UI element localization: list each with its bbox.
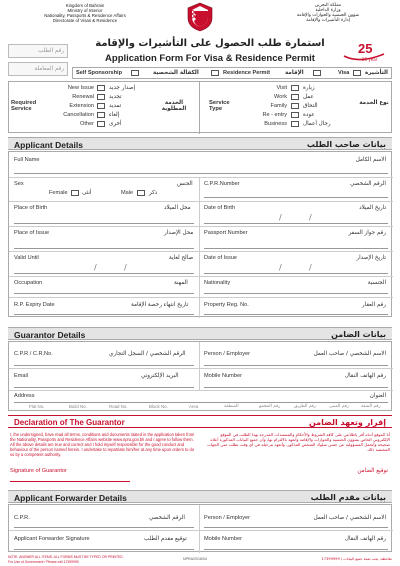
service-block: Required Service الخدمة المطلوبة New Issue إصدار جديد Renewal تجديد Extension تمديد Cancellation إلغاء Other أخرى Service Type نوع الخدمة Visit زيارة Work عمل Family التحاق Re - entry عودة Business رجال أعمال <box>8 81 392 133</box>
cpr-number-field[interactable] <box>204 192 388 198</box>
place-of-birth-field[interactable] <box>14 218 194 224</box>
declaration-text-ar: أنا الموقع أدناه أقر باطلاعي على كافة الشروط والأحكام والمستندات المدرجة بهذا الطلب في الموقع الإلكتروني الخاص بشؤون الجنسية والجوازات والإقامة وأتعهد بالالتزام بها، وأن جميع البيانات المذكورة أعلاه صحيحة وأتحمل المسؤولية عن حسن سلوك الشخص المذكور، وأتعهد بترحيله في أي وقت تطلب مني الجهات المختصة ذلك. <box>207 432 390 453</box>
guarantor-email-field[interactable] <box>14 384 194 388</box>
header-ar-line: وزارة الداخلية <box>315 8 341 14</box>
forwarder-signature-field[interactable] <box>14 547 194 550</box>
guarantor-signature-field[interactable] <box>10 478 130 482</box>
guarantor-employer-field[interactable] <box>204 362 388 366</box>
occupation-field[interactable] <box>14 290 194 294</box>
header-en-line: Kingdom of Bahrain <box>65 3 105 8</box>
declaration-section-header: Declaration of The Guarantor إقرار وتعهد الضامن <box>8 415 392 428</box>
applicant-form: Full Name الاسم الكامل Sex الجنس Female أنثى Male ذكر C.P.R.Number الرقم الشخصي Place of Birth محل الميلاد Date of Birth تاريخ الميلاد / / Place of Issue محل الإصدار Passport Number رقم جواز السفر Valid Until صالح لغاية / / Date of Issue تاريخ الإصدار / / Occupation المهنة Nationality الجنسية R.P. Expiry Date تاريخ انتهاء رخصة الإقامة Property Reg. No. رقم العقار <box>8 151 392 317</box>
option-cancellation-checkbox[interactable] <box>97 112 105 118</box>
male-checkbox[interactable] <box>137 190 145 196</box>
passport-number-field[interactable] <box>204 243 388 249</box>
guarantor-mobile-field[interactable] <box>204 384 388 388</box>
applicant-title: Applicant Details <box>14 140 83 150</box>
declaration-text-en: I, the undersigned, have read all terms, conditions and documents stated in the application taken from the Nationality, Passports and Residence Affairs website www.npra.gov.bh and I agree to follow them. All the above details are true and correct and I hold myself responsible for the good conduct and behaviour of the person named herein. I undertake to repatriate him/her at any time upon orders to do so by a competent authority. <box>10 432 195 458</box>
residence-permit-label-ar: الإقامة <box>285 70 304 76</box>
option-other: Other <box>80 121 94 127</box>
residence-permit-label: Residence Permit <box>223 70 270 76</box>
guarantor-signature-label: Signature of Guarantor <box>10 468 67 474</box>
svg-text:25: 25 <box>358 41 373 56</box>
header-ar-block <box>278 3 378 23</box>
option-extension: Extension <box>69 103 94 109</box>
guarantor-section-header: Guarantor Details بيانات الضامن <box>8 327 392 340</box>
service-divider <box>199 82 200 134</box>
declaration-body: I, the undersigned, have read all terms, conditions and documents stated in the application taken from the Nationality, Passports and Residence Affairs website www.npra.gov.bh and I agree to follow them. All the above details are true and correct and I hold myself responsible for the good conduct and behaviour of the person named herein. I undertake to repatriate him/her at any time upon orders to do so by a competent authority. أنا الموقع أدناه أقر باطلاعي على كافة الشروط والأحكام والمستندات المدرجة بهذا الطلب في الموقع الإلكتروني الخاص بشؤون الجنسية والجوازات والإقامة وأتعهد بالالتزام بها، وأن جميع البيانات المذكورة أعلاه صحيحة وأتحمل المسؤولية عن حسن سلوك الشخص المذكور، وأتعهد بترحيله في أي وقت تطلب مني الجهات المختصة ذلك. Signature of Guarantor توقيع الضامن <box>8 430 392 486</box>
guarantor-address-field[interactable] <box>14 400 388 403</box>
option-other-checkbox[interactable] <box>97 121 105 127</box>
full-name-field[interactable] <box>14 166 388 174</box>
applicant-section-header <box>8 137 392 150</box>
option-renewal: Renewal <box>72 94 94 100</box>
self-sponsorship-label-ar: الكفالة الشخصية <box>153 70 199 76</box>
date-of-issue-field[interactable] <box>204 268 388 274</box>
visa-label-ar: التأشيرة <box>365 70 388 76</box>
property-reg-field[interactable] <box>204 312 388 315</box>
applicant-title-ar: بيانات صاحب الطلب <box>306 140 386 149</box>
required-service-label-ar: الخدمة المطلوبة <box>161 100 187 112</box>
visa-label: Visa <box>338 70 350 76</box>
service-visit-checkbox[interactable] <box>291 85 299 91</box>
application-type-row <box>72 67 392 79</box>
office-use-box-transaction-no[interactable]: رقم المعاملة <box>8 62 68 76</box>
anniversary-logo: 25 25 year <box>340 40 390 64</box>
visa-checkbox-2[interactable] <box>353 70 361 76</box>
option-cancellation: Cancellation <box>63 112 94 118</box>
header-ar-line: مملكة البحرين <box>314 3 342 8</box>
self-sponsorship-checkbox[interactable] <box>131 70 139 76</box>
female-checkbox[interactable] <box>71 190 79 196</box>
residence-permit-checkbox[interactable] <box>211 70 219 76</box>
guarantor-form: C.P.R / C.R.No. الرقم الشخصي / السجل التجاري Person / Employer الاسم الشخصي / صاحب العمل Email البريد الإلكتروني Mobile Number رقم الهاتف النقال Address العنوان Flat No. Build No. Road No. Block No. Area المنطقة رقم المجمع رقم الطريق رقم المبنى رقم الشقة <box>8 341 392 411</box>
service-type-label: Service Type <box>209 100 230 112</box>
header-en-line: Directorate of Visas & Residence <box>52 18 118 24</box>
valid-until-field[interactable] <box>14 268 194 274</box>
rp-expiry-field[interactable] <box>14 312 194 315</box>
option-extension-checkbox[interactable] <box>97 103 105 109</box>
header-en-block <box>40 3 130 23</box>
place-of-issue-field[interactable] <box>14 243 194 249</box>
date-of-birth-field[interactable] <box>204 218 388 224</box>
option-new-issue: New Issue <box>67 85 94 91</box>
nationality-field[interactable] <box>204 290 388 294</box>
office-use-box-request-no[interactable]: رقم الطلب <box>8 44 68 58</box>
forwarder-form: C.P.R. الرقم الشخصي Person / Employer الاسم الشخصي / صاحب العمل Applicant Forwarder Signature توقيع مقدم الطلب Mobile Number رقم الهاتف النقال <box>8 504 392 552</box>
required-service-label: Required Service <box>11 100 37 112</box>
option-renewal-checkbox[interactable] <box>97 94 105 100</box>
service-type-label-ar: نوع الخدمة <box>359 100 389 106</box>
guarantor-cpr-field[interactable] <box>14 362 194 366</box>
forwarder-section-header: Applicant Forwarder Details بيانات مقدم الطلب <box>8 490 392 503</box>
visa-checkbox[interactable] <box>313 70 321 76</box>
form-title-ar: استمارة طلب الحصول على التأشيرات والإقامة <box>95 38 325 49</box>
self-sponsorship-label: Self Sponsorship <box>76 70 122 76</box>
service-reentry-checkbox[interactable] <box>291 112 299 118</box>
service-family-checkbox[interactable] <box>291 103 299 109</box>
form-title-en: Application Form For Visa & Residence Permit <box>105 53 315 64</box>
header-en-line: Ministry of Interior <box>67 8 103 14</box>
forwarder-cpr-field[interactable] <box>14 525 194 528</box>
service-work-checkbox[interactable] <box>291 94 299 100</box>
forwarder-mobile-field[interactable] <box>204 547 388 550</box>
header-en-line: Nationality, Passports & Residence Affairs <box>44 13 126 19</box>
header-ar-line: إدارة التأشيرات والإقامة <box>306 18 350 24</box>
footer: NOTE: ANSWER ALL ITEMS. ALL FORMS MUST BE TYPED OR PRINTED For Use of Government / Please call 17399999 NPRA/2018/04 ملاحظة: يجب تعبئة جميع البيانات / 17399999 <box>8 555 392 564</box>
service-business-checkbox[interactable] <box>291 121 299 127</box>
header-ar-line: شؤون الجنسية والجوازات والإقامة <box>296 13 360 19</box>
forwarder-employer-field[interactable] <box>204 525 388 528</box>
option-new-issue-checkbox[interactable] <box>97 85 105 91</box>
bahrain-emblem-icon <box>186 2 214 32</box>
